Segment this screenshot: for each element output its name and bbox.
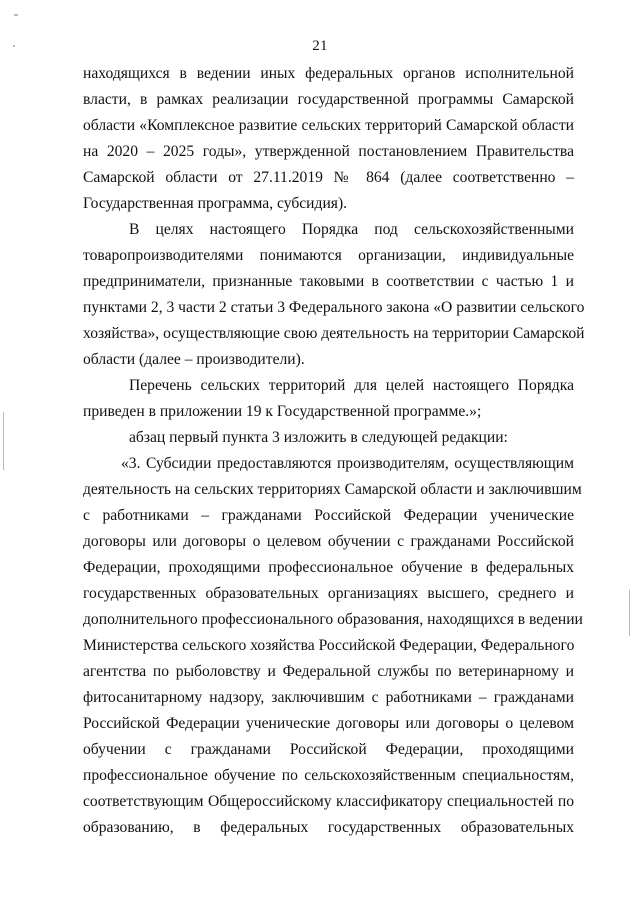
- text-line: обучении с гражданами Российской Федерации, проходящими: [83, 741, 574, 758]
- text-line: предприниматели, признанные таковыми в соответствии с частью 1 и: [83, 273, 574, 290]
- scan-mark-top: [14, 14, 18, 16]
- text-line: области (далее – производители).: [83, 351, 305, 368]
- margin-line-right: [629, 590, 630, 636]
- text-line: агентства по рыболовству и Федеральной службы по ветеринарному и: [83, 663, 574, 680]
- text-line: Российской Федерации ученические договоры или договоры о целевом: [83, 715, 574, 732]
- text-line: Перечень сельских территорий для целей настоящего Порядка: [129, 377, 574, 394]
- text-line: пунктами 2, 3 части 2 статьи 3 Федерального закона «О развитии сельского: [83, 299, 585, 316]
- text-line: договоры или договоры о целевом обучении с гражданами Российской: [83, 533, 574, 550]
- page-number: 21: [312, 38, 328, 54]
- text-line: на 2020 – 2025 годы», утвержденной постановлением Правительства: [83, 143, 574, 160]
- text-line: деятельность на сельских территориях Самарской области и заключившим: [83, 481, 582, 498]
- text-line: товаропроизводителями понимаются организации, индивидуальные: [83, 247, 574, 264]
- text-line: профессиональное обучение по сельскохозяйственным специальностям,: [83, 767, 574, 784]
- text-line: Министерства сельского хозяйства Российской Федерации, Федерального: [83, 637, 575, 654]
- text-line: образованию, в федеральных государственных образовательных: [83, 819, 574, 836]
- text-line: Самарской области от 27.11.2019 № 864 (далее соответственно –: [83, 169, 574, 186]
- text-line: с работниками – гражданами Российской Федерации ученические: [83, 507, 574, 524]
- text-line: дополнительного профессионального образования, находящихся в ведении: [83, 611, 583, 628]
- text-line: В целях настоящего Порядка под сельскохозяйственными: [129, 221, 574, 238]
- text-line: Государственная программа, субсидия).: [83, 195, 348, 212]
- text-line: хозяйства», осуществляющие свою деятельность на территории Самарской: [83, 325, 585, 342]
- text-line: Федерации, проходящими профессиональное обучение в федеральных: [83, 559, 574, 576]
- text-line: области «Комплексное развитие сельских территорий Самарской области: [83, 117, 574, 134]
- text-line: соответствующим Общероссийскому классификатору специальностей по: [83, 793, 574, 810]
- text-line: абзац первый пункта 3 изложить в следующей редакции:: [129, 429, 508, 446]
- text-line: находящихся в ведении иных федеральных органов исполнительной: [83, 65, 574, 82]
- text-line: «3. Субсидии предоставляются производителям, осуществляющим: [121, 455, 574, 472]
- text-line: приведен в приложении 19 к Государственной программе.»;: [83, 403, 482, 420]
- text-line: власти, в рамках реализации государственной программы Самарской: [83, 91, 574, 108]
- text-line: государственных образовательных организациях высшего, среднего и: [83, 585, 574, 602]
- text-line: фитосанитарному надзору, заключившим с работниками – гражданами: [83, 689, 574, 706]
- margin-line-left: [3, 412, 4, 470]
